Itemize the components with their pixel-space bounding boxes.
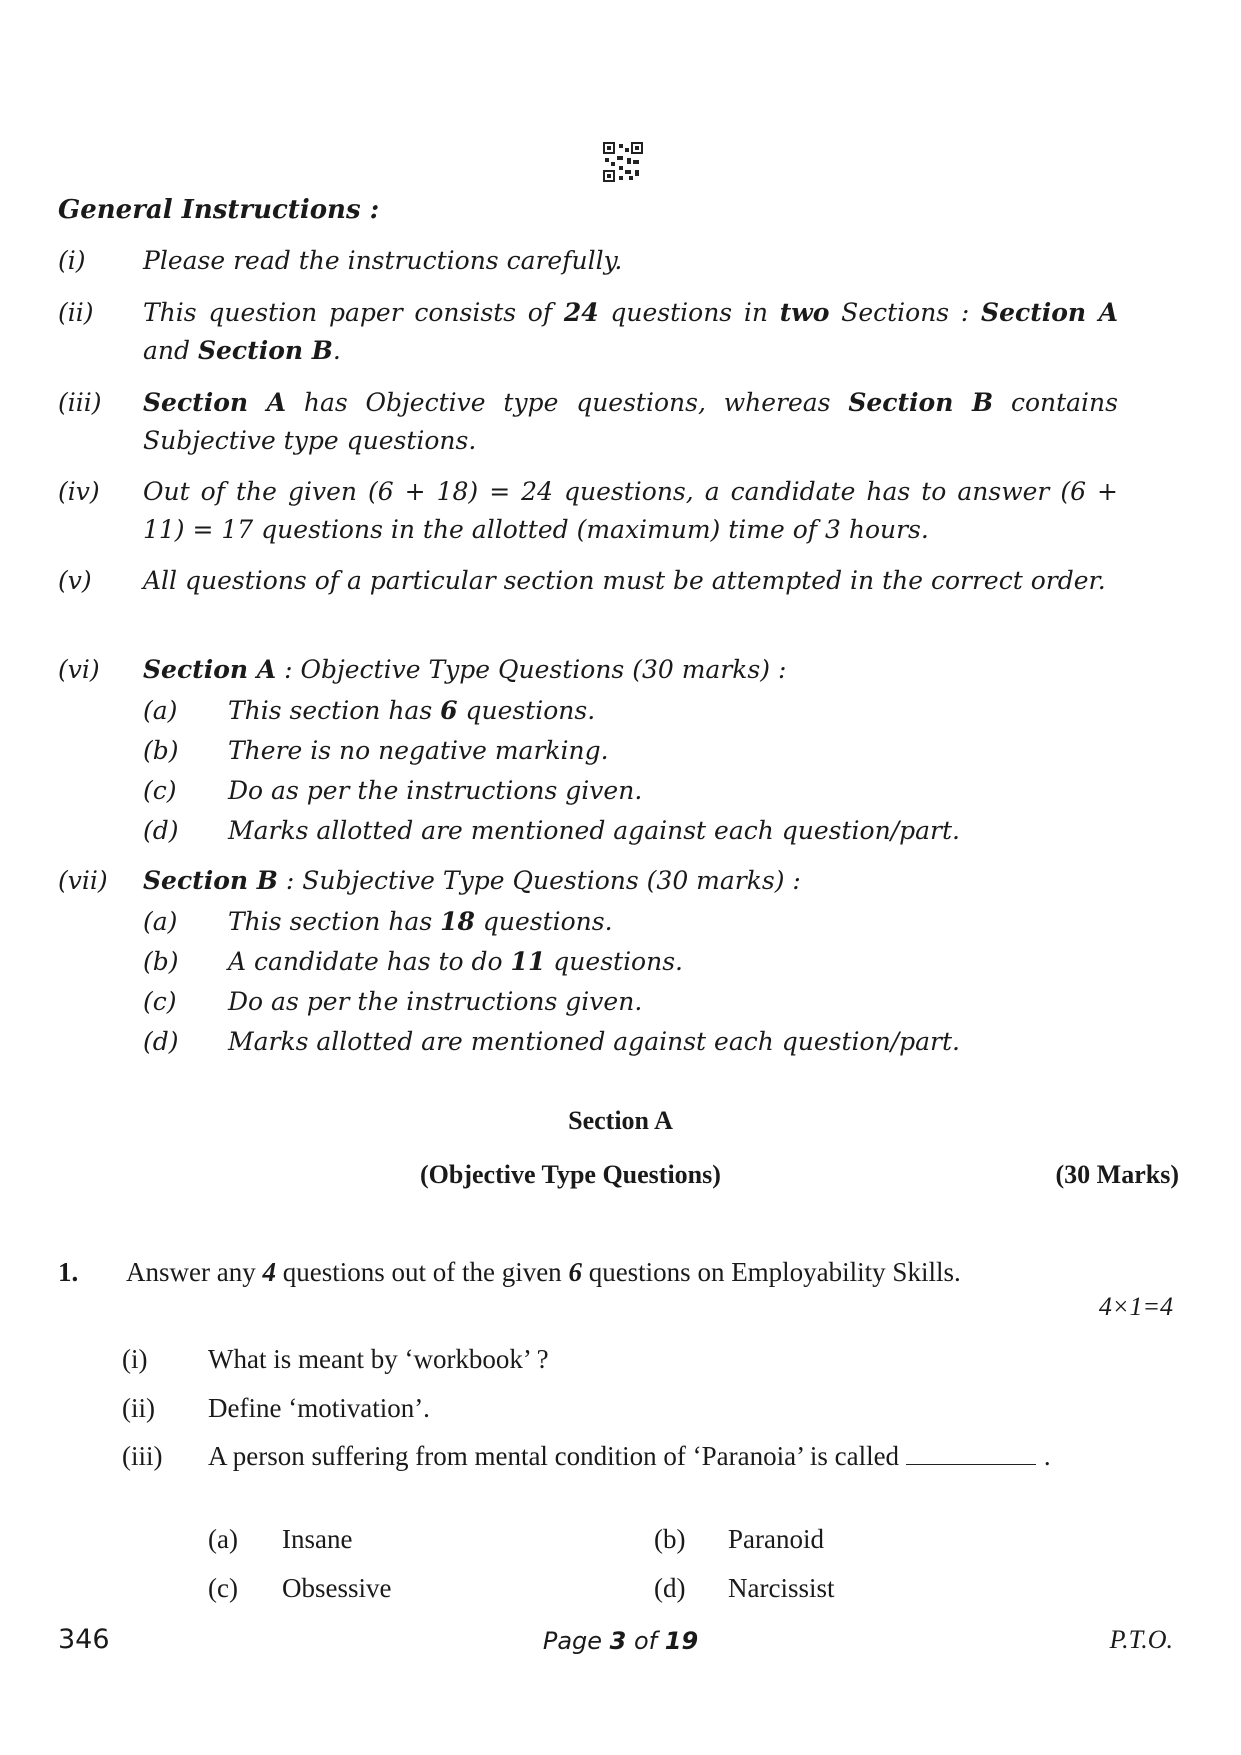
sub-instruction-letter: (d) <box>143 1027 179 1056</box>
option-label: (c) <box>208 1573 238 1603</box>
sub-instruction-letter: (d) <box>143 816 179 845</box>
sub-instruction-text: Marks allotted are mentioned against each question/part. <box>228 816 960 845</box>
instruction-number: (vii) <box>58 866 108 895</box>
sub-instruction-letter: (b) <box>143 947 179 976</box>
general-instructions-title: General Instructions : <box>58 195 380 225</box>
qr-code-icon <box>603 142 643 182</box>
option-label: (d) <box>654 1573 686 1603</box>
instruction-number: (vi) <box>58 655 100 684</box>
pto-label: P.T.O. <box>1109 1625 1173 1654</box>
instruction-text: This question paper consists of 24 questions in two Sections : Section A and Section B. <box>143 298 1118 365</box>
paper-code: 346 <box>58 1624 110 1655</box>
question-number: 1. <box>58 1257 79 1287</box>
sub-instruction-text: There is no negative marking. <box>228 736 609 765</box>
sub-instruction-letter: (b) <box>143 736 179 765</box>
sub-instruction-letter: (a) <box>143 696 178 725</box>
sub-instruction-letter: (a) <box>143 907 178 936</box>
instruction-text: Section A has Objective type questions, whereas Section B contains Subjective type questions. <box>143 388 1118 455</box>
sub-instruction-text: Do as per the instructions given. <box>228 776 643 805</box>
part-text: Define ‘motivation’. <box>208 1393 430 1423</box>
instruction-text: Please read the instructions carefully. <box>143 246 623 275</box>
instruction-text: Out of the given (6 + 18) = 24 questions, a candidate has to answer (6 + 11) = 17 questions in the allotted (maximum) time of 3 hours. <box>143 477 1118 544</box>
option-label: (b) <box>654 1524 686 1554</box>
instruction-number: (iii) <box>58 388 102 417</box>
option-text: Narcissist <box>728 1573 835 1603</box>
question-marks: 4×1=4 <box>1098 1292 1173 1321</box>
part-text: A person suffering from mental condition of ‘Paranoia’ is called . <box>208 1441 1051 1471</box>
part-text: What is meant by ‘workbook’ ? <box>208 1344 549 1374</box>
sub-instruction-text: Do as per the instructions given. <box>228 987 643 1016</box>
sub-instruction-letter: (c) <box>143 987 177 1016</box>
sub-instruction-text: Marks allotted are mentioned against each question/part. <box>228 1027 960 1056</box>
sub-instruction-letter: (c) <box>143 776 177 805</box>
option-text: Paranoid <box>728 1524 824 1554</box>
page-number: Page 3 of 19 <box>542 1627 699 1655</box>
instruction-text: Section B : Subjective Type Questions (30 marks) : <box>143 866 801 895</box>
instruction-number: (ii) <box>58 298 94 327</box>
question-text: Answer any 4 questions out of the given 6 questions on Employability Skills. <box>126 1257 961 1287</box>
instruction-number: (i) <box>58 246 86 275</box>
section-marks: (30 Marks) <box>1055 1160 1179 1189</box>
part-number: (iii) <box>122 1441 163 1471</box>
part-number: (i) <box>122 1344 148 1374</box>
option-text: Insane <box>282 1524 353 1554</box>
instruction-number: (v) <box>58 566 92 595</box>
part-number: (ii) <box>122 1393 155 1423</box>
section-title: Section A <box>568 1106 673 1135</box>
section-subtitle: (Objective Type Questions) <box>420 1160 721 1189</box>
instruction-text: Section A : Objective Type Questions (30 marks) : <box>143 655 787 684</box>
instruction-number: (iv) <box>58 477 100 506</box>
answer-blank <box>906 1444 1036 1465</box>
sub-instruction-text: This section has 6 questions. <box>228 696 596 725</box>
sub-instruction-text: This section has 18 questions. <box>228 907 613 936</box>
option-text: Obsessive <box>282 1573 392 1603</box>
option-label: (a) <box>208 1524 238 1554</box>
instruction-text: All questions of a particular section must be attempted in the correct order. <box>143 566 1106 595</box>
sub-instruction-text: A candidate has to do 11 questions. <box>228 947 683 976</box>
